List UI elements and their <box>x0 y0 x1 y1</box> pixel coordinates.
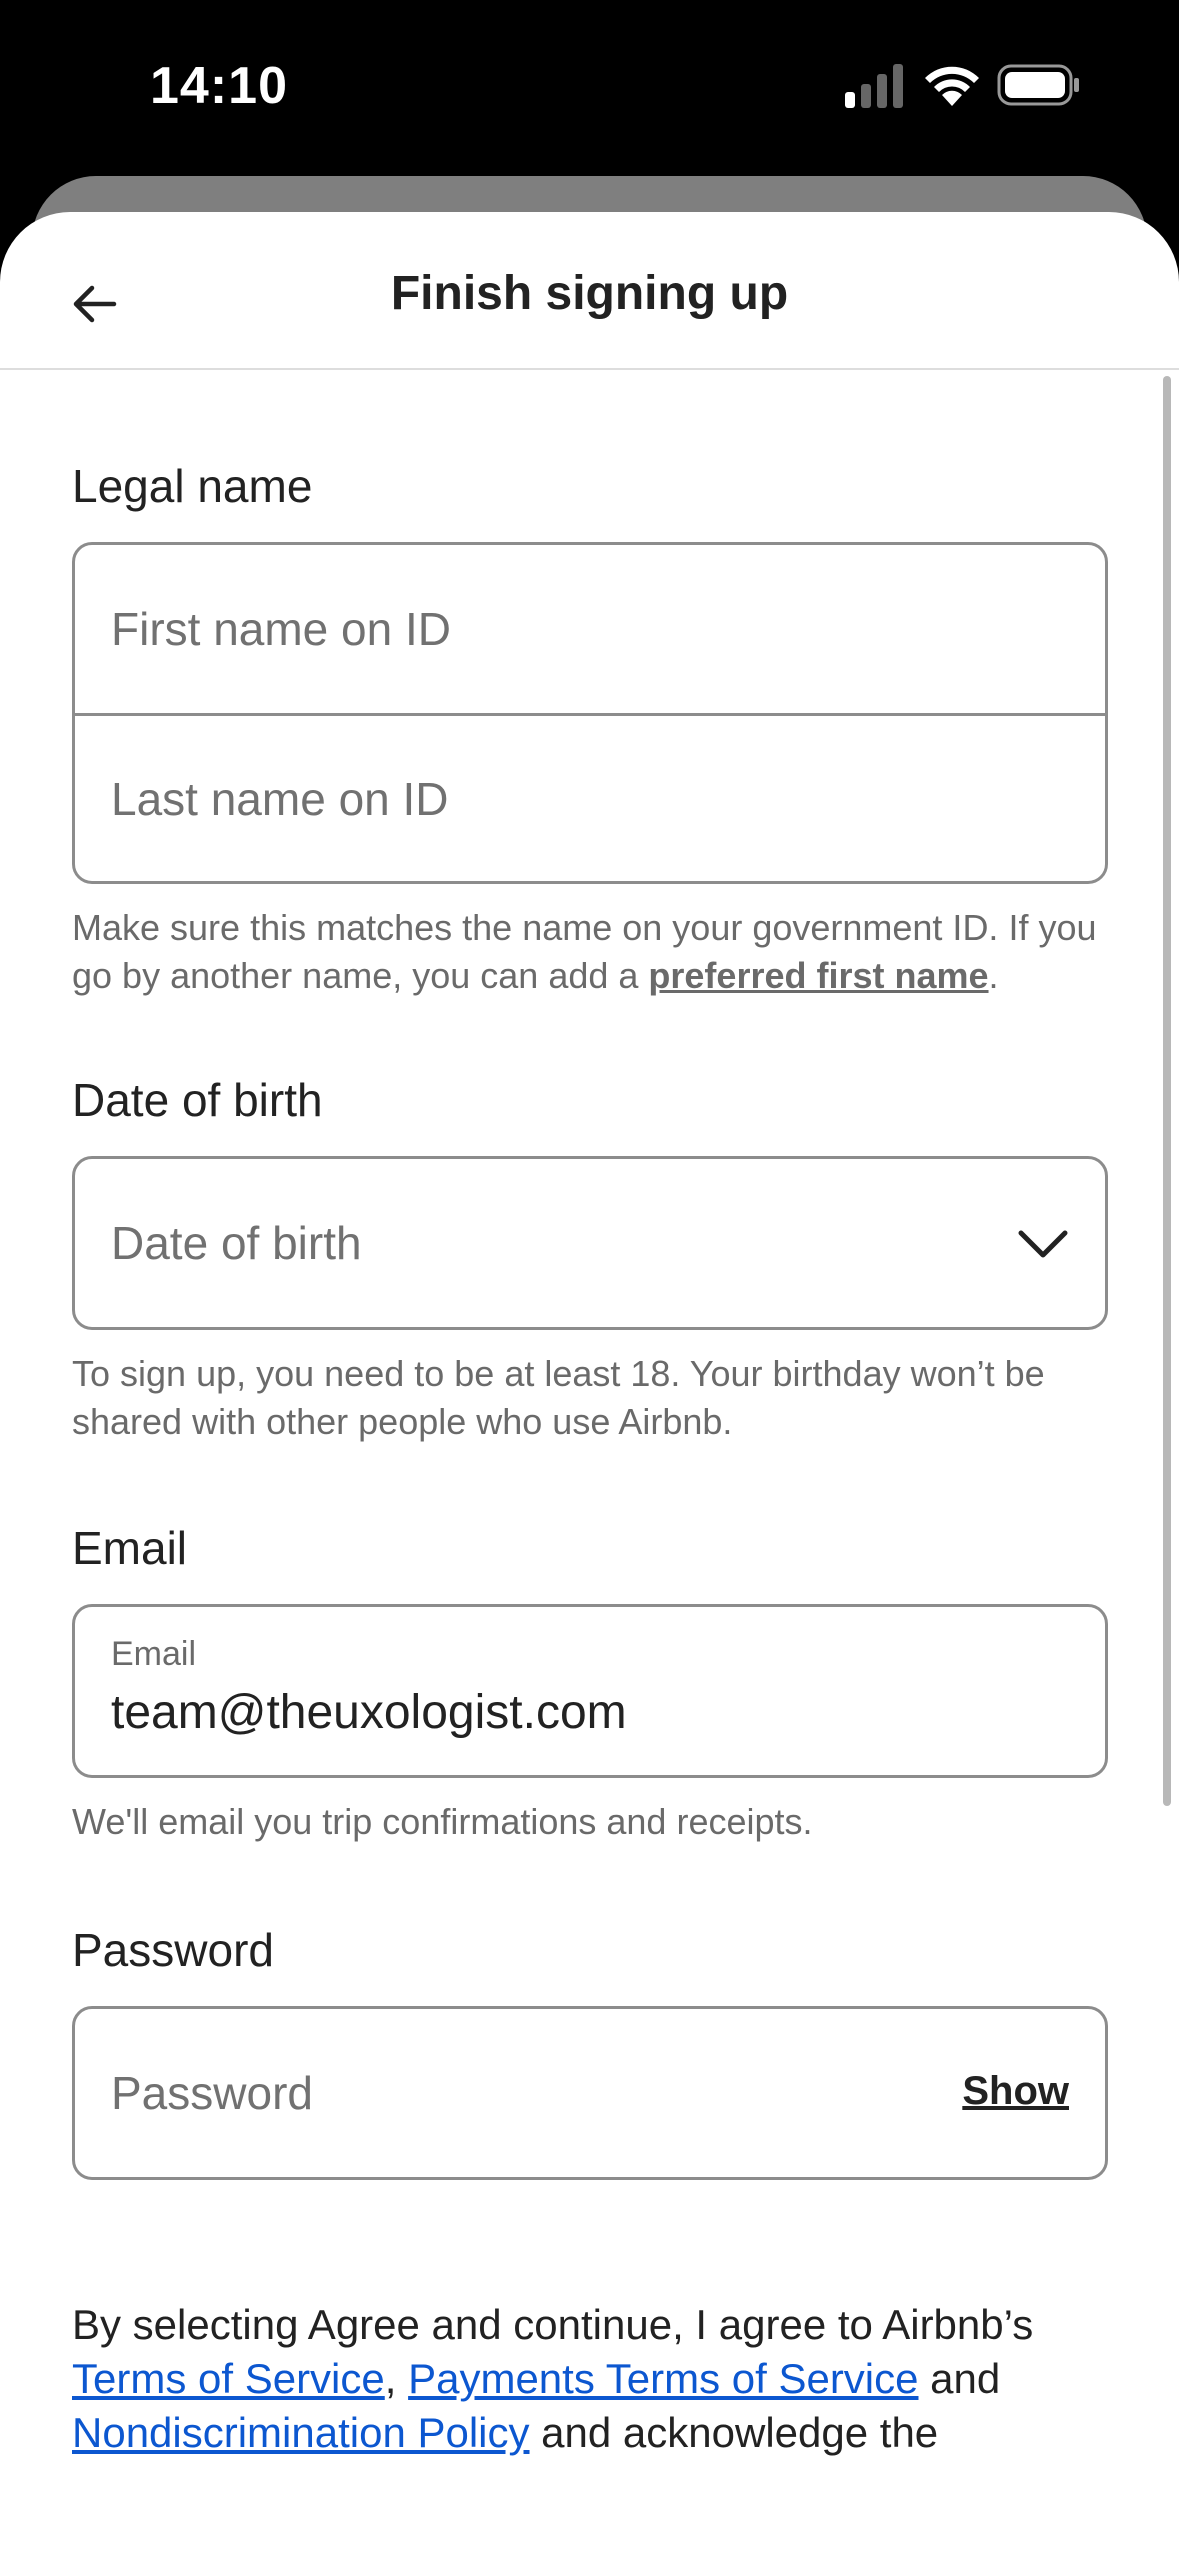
email-label: Email <box>72 1522 188 1574</box>
dob-field[interactable] <box>72 1156 1108 1330</box>
terms-text <box>72 2298 1108 2460</box>
terms-of-service-link[interactable]: Terms of Service <box>72 2355 385 2402</box>
legal-name-fields <box>72 542 1108 884</box>
nondiscrimination-policy-link[interactable]: Nondiscrimination Policy <box>72 2409 530 2456</box>
scrollbar[interactable] <box>1163 376 1171 1806</box>
email-helper: We'll email you trip confirmations and receipts. <box>72 1801 813 1842</box>
email-input[interactable] <box>75 1607 1105 1775</box>
password-input[interactable] <box>75 2009 1105 2177</box>
email-field-label: Email <box>111 1635 197 1673</box>
preferred-first-name-link[interactable]: preferred first name <box>648 955 989 996</box>
payments-terms-link[interactable]: Payments Terms of Service <box>408 2355 919 2402</box>
terms-and: and <box>918 2355 1001 2402</box>
terms-comma: , <box>384 2355 409 2402</box>
page-title: Finish signing up <box>390 267 789 320</box>
show-password-button[interactable]: Show <box>962 2069 1069 2113</box>
first-name-placeholder: First name on ID <box>111 603 451 655</box>
password-label: Password <box>72 1924 274 1976</box>
wifi-icon <box>922 60 982 106</box>
password-placeholder: Password <box>111 2067 313 2119</box>
signup-sheet <box>0 212 1179 2556</box>
legal-name-helper-suffix: . <box>988 955 999 996</box>
legal-name-helper-text: Make sure this matches the name on your government ID. If you go by another name, you can add a <box>72 907 1097 996</box>
email-field[interactable] <box>72 1604 1108 1778</box>
terms-prefix: By selecting Agree and continue, I agree to Airbnb’s <box>72 2301 1034 2348</box>
dob-helper: To sign up, you need to be at least 18. Your birthday won’t be shared with other people who use Airbnb. <box>72 1353 1045 1442</box>
dob-label: Date of birth <box>72 1074 323 1126</box>
last-name-field[interactable] <box>75 713 1105 881</box>
email-value: team@theuxologist.com <box>111 1686 627 1739</box>
cellular-signal-icon <box>845 64 905 108</box>
signup-form <box>72 370 1108 2460</box>
status-bar <box>0 0 1179 180</box>
dob-select[interactable] <box>75 1159 1105 1327</box>
dob-placeholder: Date of birth <box>111 1217 362 1269</box>
terms-suffix: and acknowledge the <box>529 2409 939 2456</box>
chevron-down-icon <box>1017 1217 1069 1269</box>
legal-name-label: Legal name <box>72 460 313 512</box>
first-name-field[interactable] <box>75 545 1105 713</box>
battery-icon <box>997 64 1081 106</box>
last-name-placeholder: Last name on ID <box>111 772 449 825</box>
legal-name-helper <box>72 904 1108 1000</box>
sheet-header <box>0 212 1179 370</box>
status-time: 14:10 <box>150 57 288 115</box>
password-field[interactable] <box>72 2006 1108 2180</box>
